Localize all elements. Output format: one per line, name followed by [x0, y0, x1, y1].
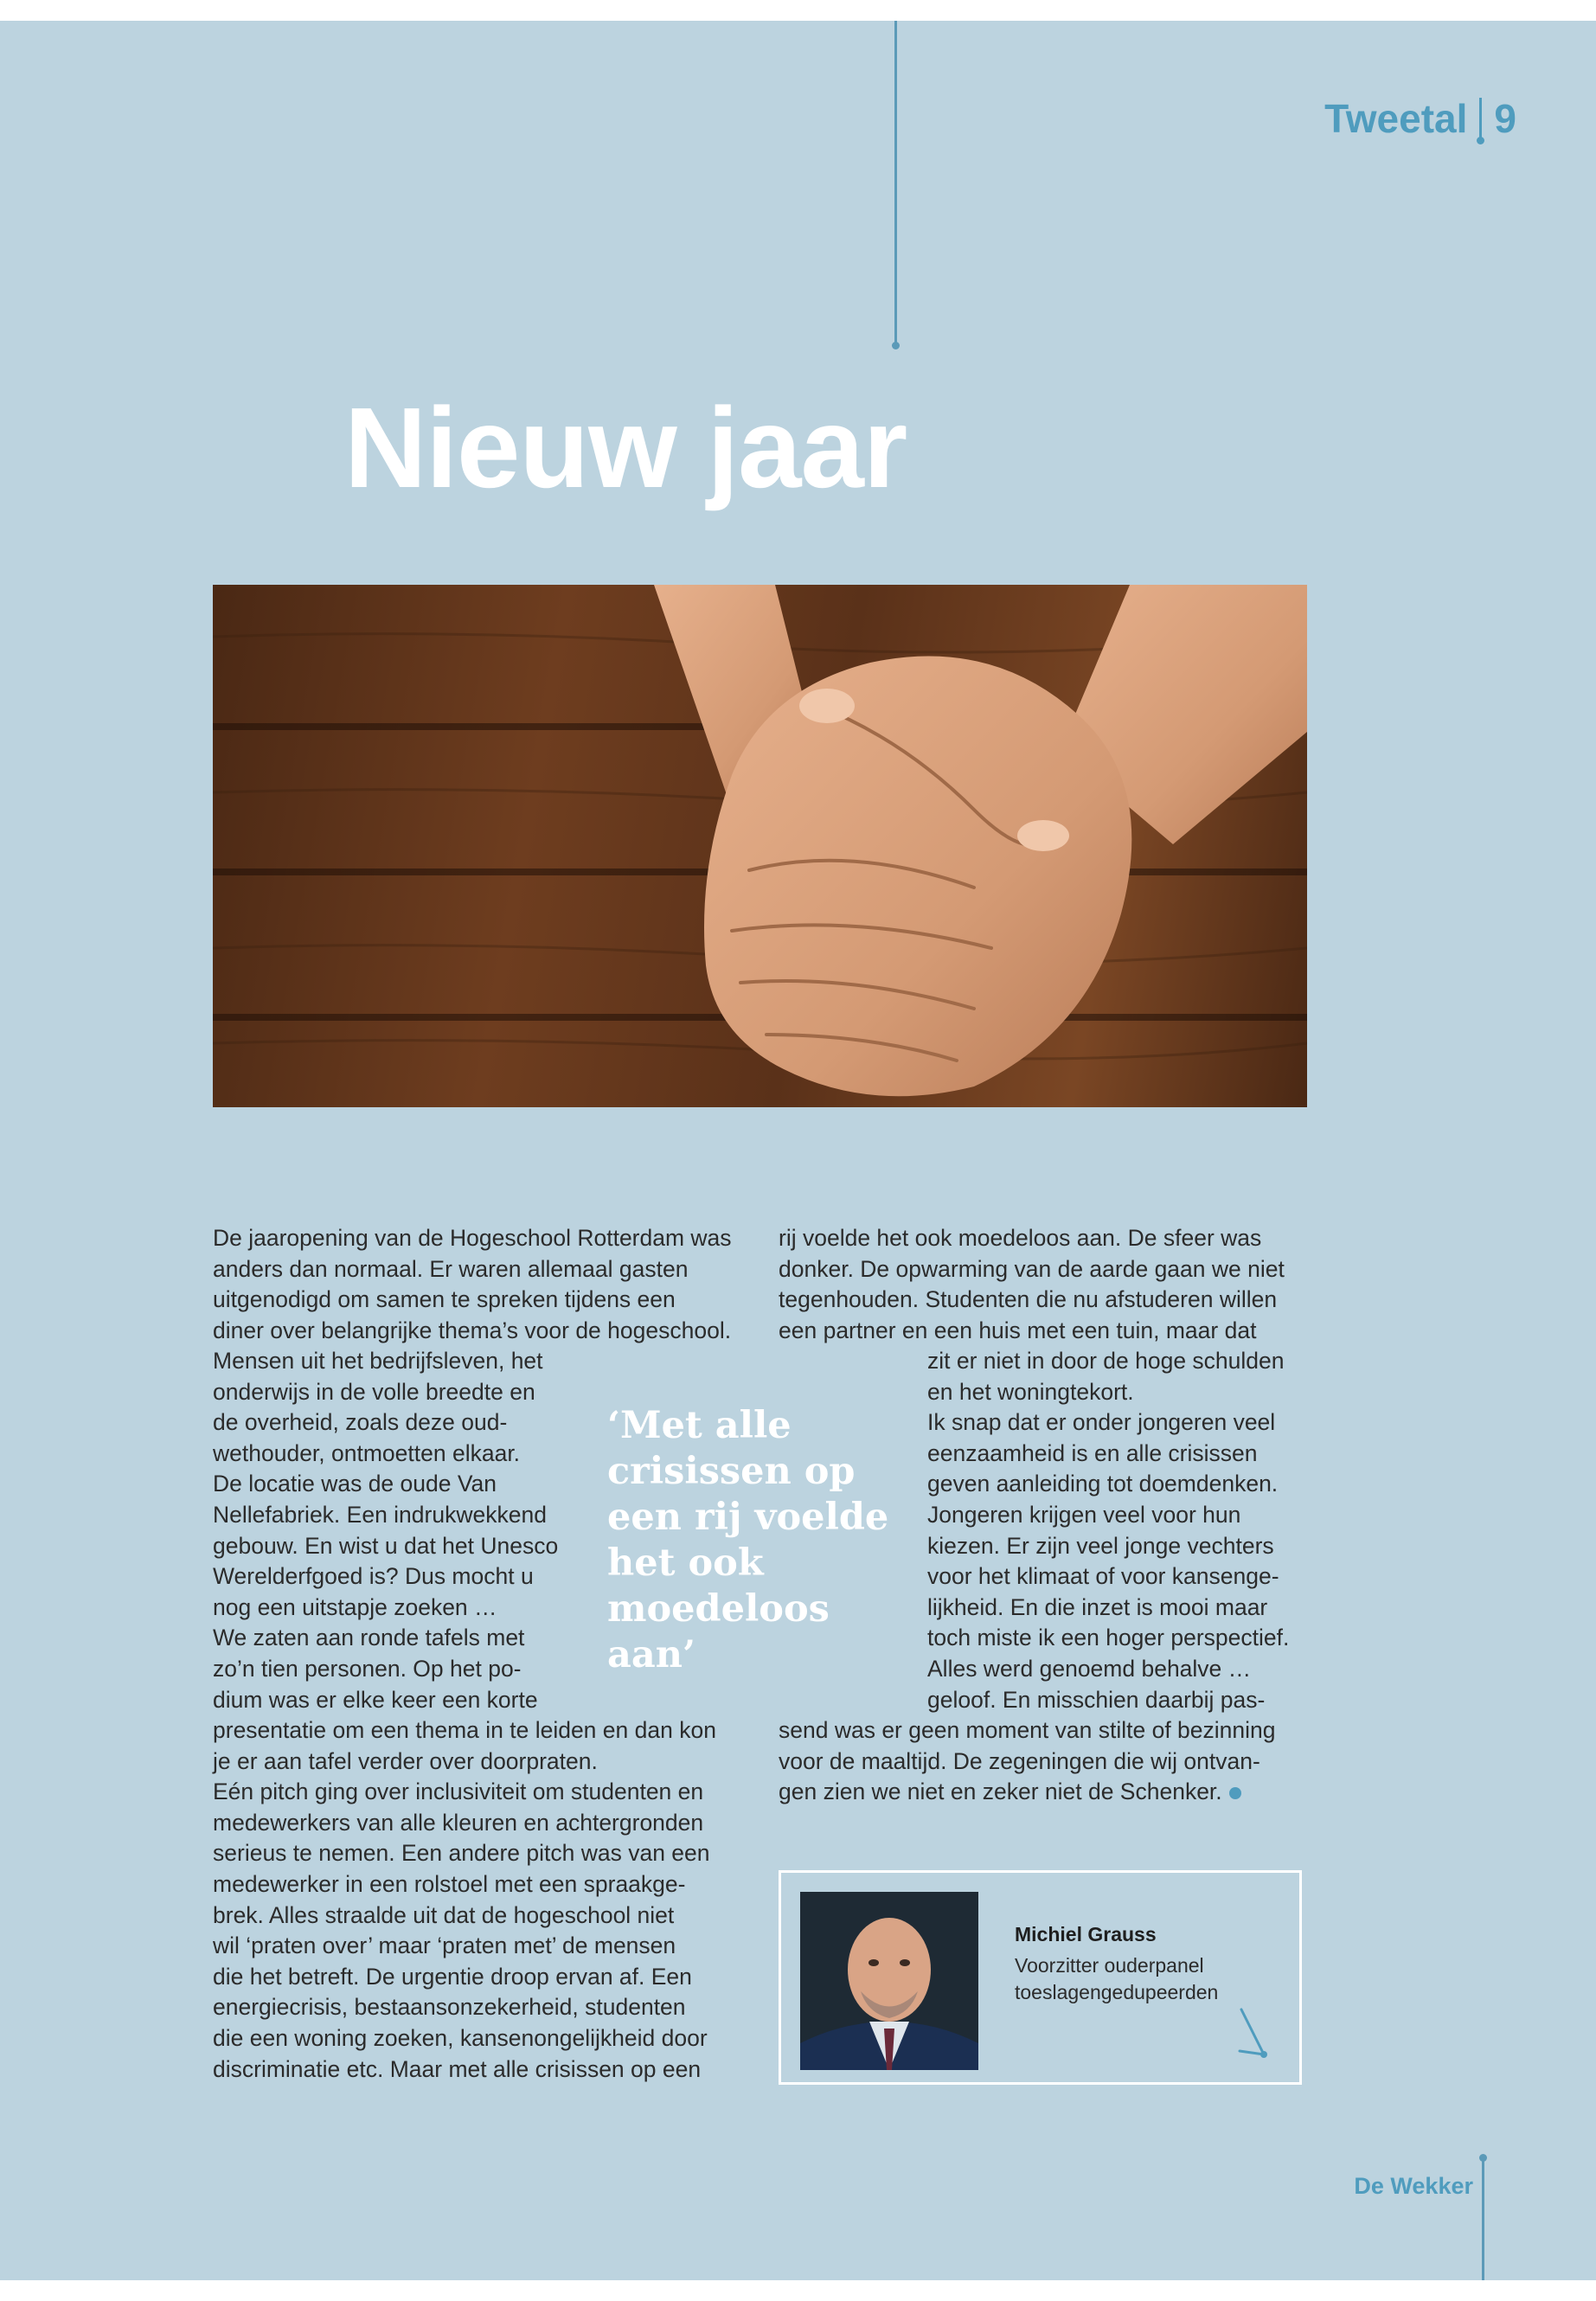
decorative-vertical-line-bottom	[1482, 2157, 1484, 2280]
body-text-col2-narrow: zit er niet in door de hoge schulden en het woningtekort. Ik snap dat er onder jongeren veel eenzaamheid is en alle crisissen geven aanleiding tot doemdenken. Jongeren krijgen veel voor hun kiezen. Er zijn veel jonge vechters voor het klimaat of voor kansenge- lijkheid. En die inzet is mooi maar toch miste ik een hoger perspectief. Alles werd genoemd behalve … geloof. En misschien daarbij pas-	[927, 1348, 1290, 1713]
article-title: Nieuw jaar	[344, 384, 907, 511]
pull-quote: ‘Met alle crisissen op een rij voelde het ook moedeloos aan’	[607, 1404, 889, 1676]
header-separator	[1479, 98, 1482, 139]
decorative-vertical-line-top	[894, 21, 897, 346]
page-number: 9	[1494, 96, 1516, 141]
body-text-col2-bottom	[779, 1715, 1276, 1808]
section-name: Tweetal	[1324, 96, 1468, 141]
body-text-col1-narrow: Mensen uit het bedrijfsleven, het onderwijs in de volle breedte en de overheid, zoals deze oud- wethouder, ontmoetten elkaar. De locatie was de oude Van Nellefabriek. Een indrukwekkend gebouw. En wist u dat het Unesco Werelderfgoed is? Dus mocht u nog een uitstapje zoeken … We zaten aan ronde tafels met zo’n tien personen. Op het po- dium was er elke keer een korte	[213, 1348, 559, 1713]
decorative-arrow-icon	[1231, 2006, 1283, 2058]
author-role: Voorzitter ouderpanel toeslagengedupeerden	[1015, 1954, 1219, 2003]
publication-name: De Wekker	[1354, 2173, 1473, 2199]
magazine-page	[0, 21, 1596, 2280]
portrait-icon	[800, 1892, 978, 2070]
body-text-col1-bottom: presentatie om een thema in te leiden en dan kon je er aan tafel verder over doorpraten. Eén pitch ging over inclusiviteit om studenten en medewerkers van alle kleuren en achtergronden serieus te nemen. Een andere pitch was van een medewerker in een rolstoel met een spraakge- brek. Alles straalde uit dat de hogeschool niet wil ‘praten over’ maar ‘praten met’ de mensen die het betreft. De urgentie droop ervan af. Een energiecrisis, bestaansonzekerheid, studenten die een woning zoeken, kansenongelijkheid door discriminatie etc. Maar met alle crisissen op een	[213, 1717, 716, 2082]
author-photo	[800, 1892, 978, 2070]
author-name: Michiel Grauss	[1015, 1923, 1157, 1945]
body-text-col2-top: rij voelde het ook moedeloos aan. De sfeer was donker. De opwarming van de aarde gaan we niet tegenhouden. Studenten die nu afstuderen willen een partner en een huis met een tuin, maar dat	[779, 1225, 1285, 1343]
folded-hands-icon	[213, 585, 1307, 1107]
hero-image	[213, 585, 1307, 1107]
page-header	[1324, 95, 1516, 142]
body-text-col2-bottom-text: send was er geen moment van stilte of bezinning voor de maaltijd. De zegeningen die wij ontvan- gen zien we niet en zeker niet de Schenker.	[779, 1717, 1276, 1805]
body-text-col1-top: De jaaropening van de Hogeschool Rotterdam was anders dan normaal. Er waren allemaal gasten uitgenodigd om samen te spreken tijdens een diner over belangrijke thema’s voor de hogeschool.	[213, 1225, 732, 1343]
author-box	[779, 1870, 1302, 2085]
end-mark-icon	[1229, 1787, 1241, 1799]
